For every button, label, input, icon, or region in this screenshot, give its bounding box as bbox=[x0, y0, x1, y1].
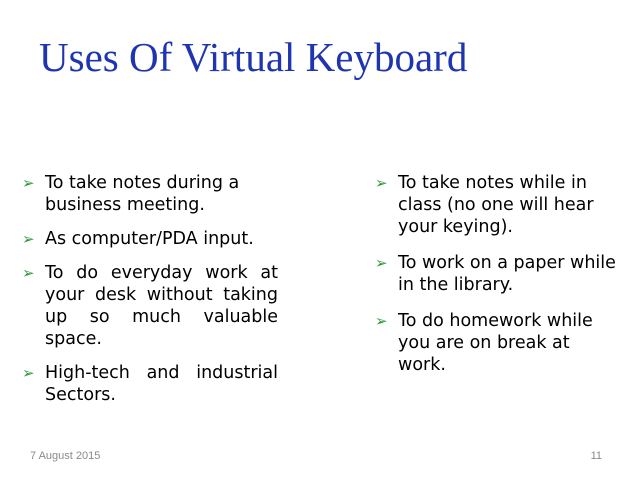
bullet-text: As computer/PDA input. bbox=[45, 229, 254, 249]
list-item bbox=[22, 262, 278, 350]
list-item bbox=[359, 252, 619, 296]
slide-number: 11 bbox=[590, 450, 602, 462]
arrow-bullet-icon: ➢ bbox=[22, 230, 35, 248]
arrow-bullet-icon: ➢ bbox=[22, 174, 35, 192]
footer-date: 7 August 2015 bbox=[30, 450, 101, 462]
arrow-bullet-icon: ➢ bbox=[22, 364, 35, 382]
left-bullet-list bbox=[22, 172, 278, 418]
list-item bbox=[359, 310, 619, 376]
arrow-bullet-icon: ➢ bbox=[375, 312, 388, 330]
arrow-bullet-icon: ➢ bbox=[375, 254, 388, 272]
slide-title: Uses Of Virtual Keyboard bbox=[39, 34, 468, 80]
arrow-bullet-icon: ➢ bbox=[375, 174, 388, 192]
list-item bbox=[22, 362, 278, 406]
bullet-text: To take notes while in class (no one will hear your keying). bbox=[398, 173, 594, 237]
list-item bbox=[359, 172, 619, 238]
bullet-text: To do everyday work at your desk without taking up so much valuable space. bbox=[45, 263, 278, 349]
list-item bbox=[22, 228, 278, 250]
bullet-text: To do homework while you are on break at work. bbox=[398, 311, 593, 375]
right-bullet-list bbox=[359, 172, 619, 390]
list-item bbox=[22, 172, 278, 216]
bullet-text: High-tech and industrial Sectors. bbox=[45, 363, 278, 405]
arrow-bullet-icon: ➢ bbox=[22, 264, 35, 282]
bullet-text: To take notes during a business meeting. bbox=[45, 173, 240, 215]
bullet-text: To work on a paper while in the library. bbox=[398, 253, 616, 295]
